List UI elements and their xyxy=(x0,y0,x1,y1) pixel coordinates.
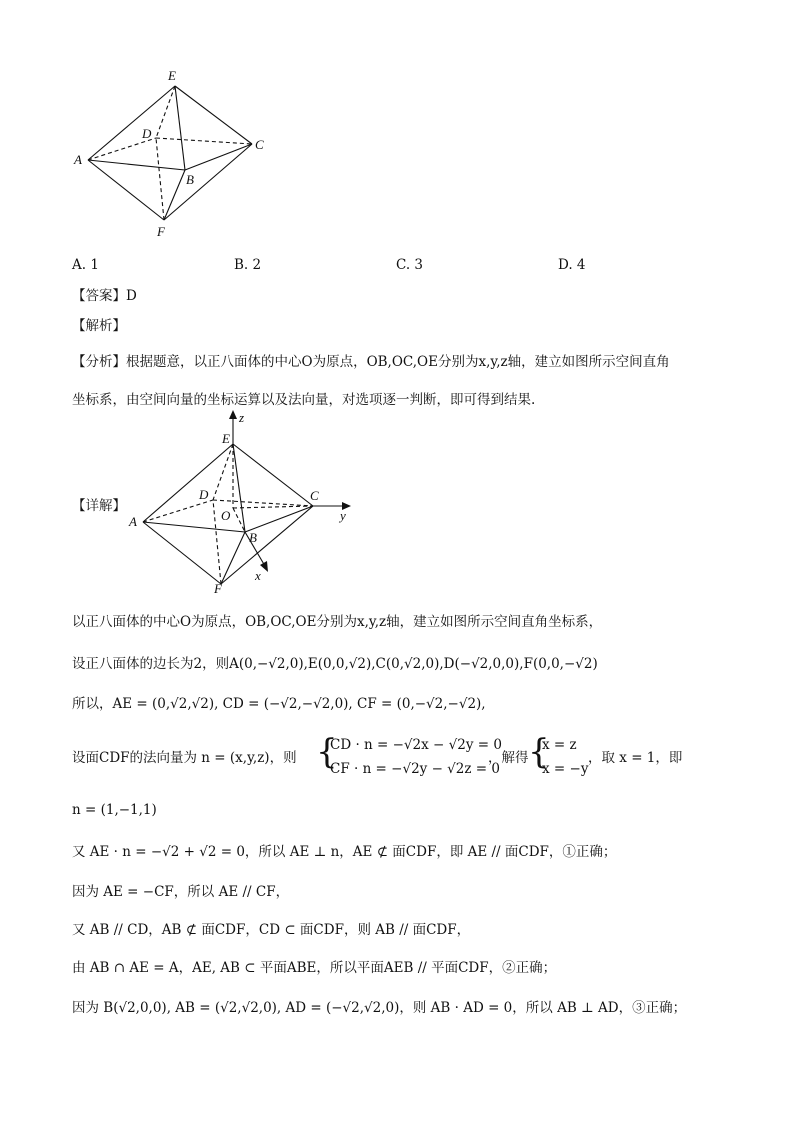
label2-x: x xyxy=(255,568,261,583)
label2-O: O xyxy=(221,508,231,523)
edge2-DC xyxy=(213,500,313,506)
label-A: A xyxy=(74,152,82,167)
label2-E: E xyxy=(222,431,230,446)
axis-y-inner xyxy=(233,506,313,508)
solution-line-2: 设正八面体的边长为2，则A(0,−√2,0),E(0,0,√2),C(0,√2,0),D(−√2,0,0),F(0,0,−√2) xyxy=(72,656,598,672)
solution-eq-1: x = z xyxy=(542,737,577,753)
axis-x-arrow xyxy=(260,561,268,572)
edge-FD xyxy=(156,138,164,220)
edge-EC xyxy=(175,86,252,144)
octahedron-figure xyxy=(60,60,280,245)
edge2-AB xyxy=(143,522,245,532)
option-a: A. 1 xyxy=(72,257,99,273)
edge-FC xyxy=(164,144,252,220)
option-c: C. 3 xyxy=(396,257,424,273)
normal-eq-2: CF · n = −√2y − √2z = 0 xyxy=(330,761,500,777)
solution-line-3: 所以，AE = (0,√2,√2), CD = (−√2,−√2,0), CF = (0,−√2,−√2), xyxy=(72,696,486,712)
edge-DC xyxy=(156,138,252,144)
option-d: D. 4 xyxy=(558,257,586,273)
label2-y: y xyxy=(340,508,346,523)
edge-AB xyxy=(88,160,185,170)
edge2-EB xyxy=(233,444,245,532)
answer-line: 【答案】D xyxy=(72,288,137,304)
solution-line-7: 因为 AE = −CF，所以 AE // CF， xyxy=(72,884,290,900)
solution-line-10: 因为 B(√2,0,0), AB = (√2,√2,0), AD = (−√2,√2,0)，则 AB · AD = 0，所以 AB ⊥ AD，③正确； xyxy=(72,1000,687,1016)
solution-line-4-prefix: 设面CDF的法向量为 n = (x,y,z)，则 xyxy=(72,750,297,766)
solution-line-1: 以正八面体的中心O为原点，OB,OC,OE分别为x,y,z轴，建立如图所示空间直角坐标系， xyxy=(72,614,603,630)
normal-eq-1: CD · n = −√2x − √2y = 0 xyxy=(330,737,502,753)
label-E: E xyxy=(168,68,176,83)
label2-B: B xyxy=(249,530,257,545)
edge-EB xyxy=(175,86,185,170)
detail-label: 【详解】 xyxy=(72,498,126,514)
label-F: F xyxy=(157,224,165,239)
label-B: B xyxy=(186,172,194,187)
brace-left-2: { xyxy=(528,732,550,772)
edge2-AD xyxy=(143,500,213,522)
label2-C: C xyxy=(310,488,319,503)
option-b: B. 2 xyxy=(234,257,262,273)
edge2-BC xyxy=(245,506,313,532)
edge-FB xyxy=(164,170,185,220)
edge2-FC xyxy=(221,506,313,584)
edge2-EC xyxy=(233,444,313,506)
edge2-FB xyxy=(221,532,245,584)
solution-line-4-suffix: ，取 x = 1，即 xyxy=(588,750,683,766)
edge2-FD xyxy=(213,500,221,584)
label2-z: z xyxy=(239,410,245,425)
solution-eq-2: x = −y xyxy=(542,761,589,777)
edge-EA xyxy=(88,86,175,160)
label2-D: D xyxy=(199,487,209,502)
analysis-line-1: 【分析】根据题意，以正八面体的中心O为原点，OB,OC,OE分别为x,y,z轴，建立如图所示空间直角 xyxy=(72,354,670,370)
edge-FA xyxy=(88,160,164,220)
edge-AD xyxy=(88,138,156,160)
label2-F: F xyxy=(214,581,222,593)
label-D: D xyxy=(142,126,152,141)
label-C: C xyxy=(255,137,264,152)
solution-line-6: 又 AE · n = −√2 + √2 = 0，所以 AE ⊥ n，AE ⊄ 面CDF，即 AE // 面CDF，①正确； xyxy=(72,844,617,860)
solution-line-9: 由 AB ∩ AE = A，AE, AB ⊂ 平面ABE，所以平面AEB // 平面CDF，②正确； xyxy=(72,960,557,976)
axis-z-arrow xyxy=(229,410,237,419)
brace-left-1: { xyxy=(316,732,338,772)
edge2-FA xyxy=(143,522,221,584)
label2-A: A xyxy=(129,514,137,529)
solution-line-5: n = (1,−1,1) xyxy=(72,802,157,818)
analysis-line-2: 坐标系，由空间向量的坐标运算以及法向量，对选项逐一判断，即可得到结果. xyxy=(72,392,536,408)
analysis-heading: 【解析】 xyxy=(72,318,126,334)
solution-line-8: 又 AB // CD，AB ⊄ 面CDF，CD ⊂ 面CDF，则 AB // 面CDF， xyxy=(72,922,471,938)
edge2-EA xyxy=(143,444,233,522)
solution-line-4-mid: ，解得 xyxy=(488,750,529,766)
edge-BC xyxy=(185,144,252,170)
octahedron-axes-figure xyxy=(125,408,365,593)
